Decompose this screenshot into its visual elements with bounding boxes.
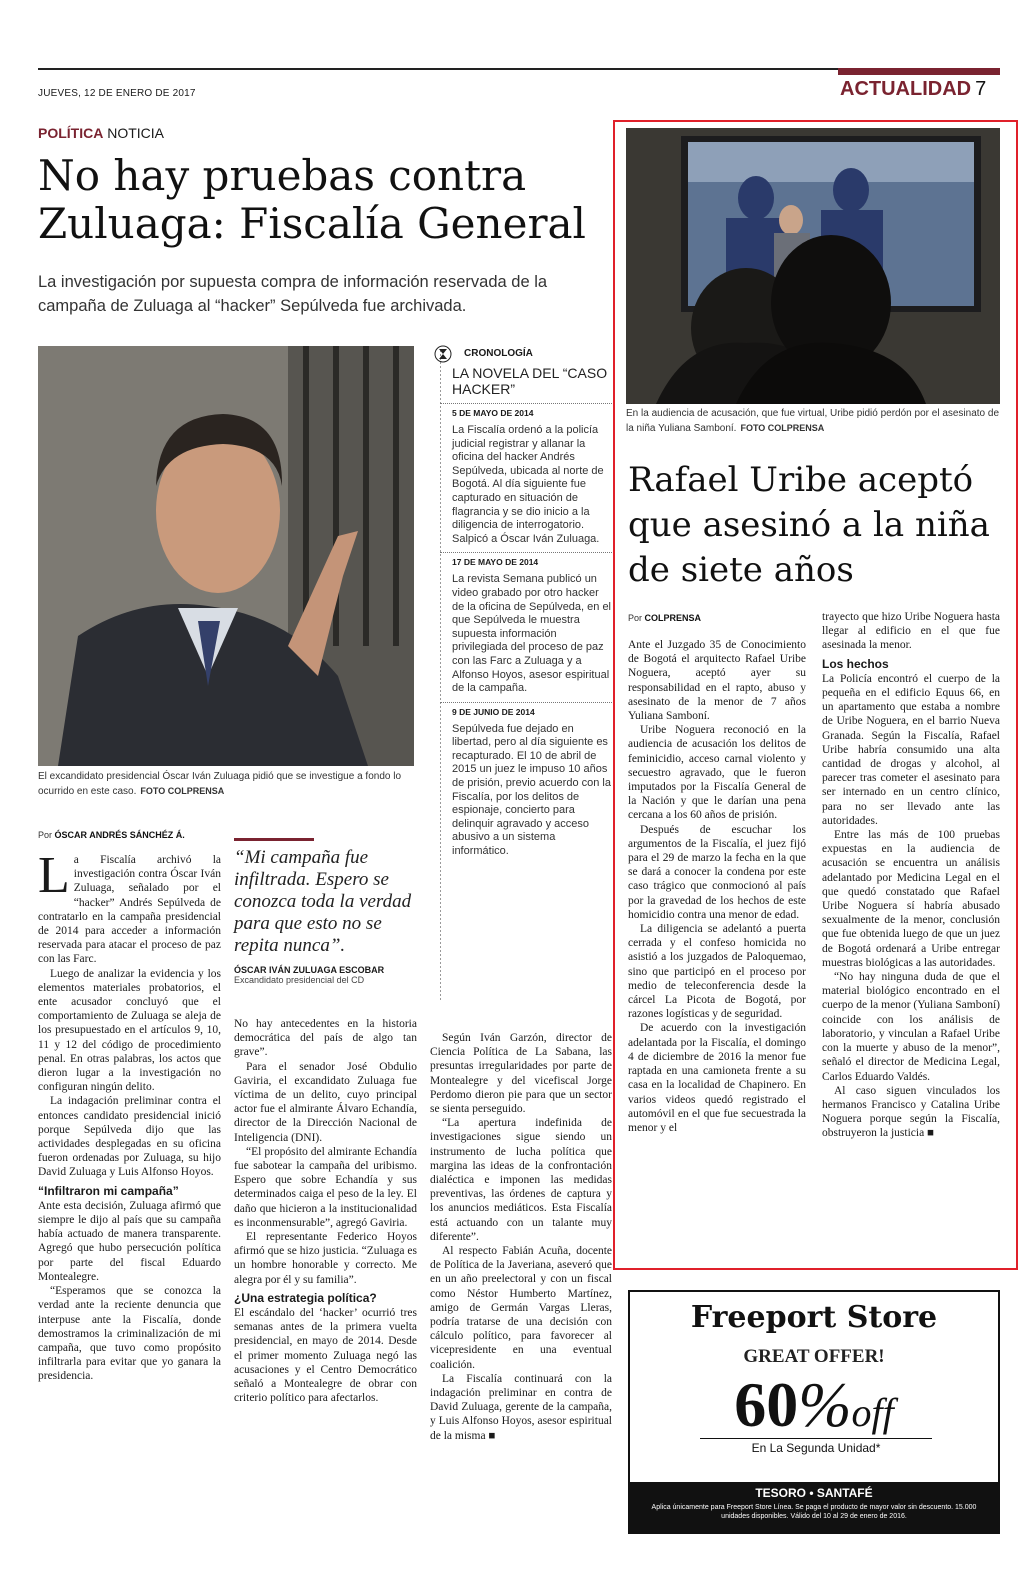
kicker-type: NOTICIA	[107, 125, 165, 141]
dropcap: L	[38, 847, 70, 904]
second-colB-p3: Entre las más de 100 pruebas expuestas en la audiencia de acusación se encuentra un análisis adelantado por Medicina Legal en el que quedó constatado que Rafael Uribe Noguera sí habría abusado sexualmente de la menor, conclusión que fue obtenida luego de que un juez de Bogotá ordenará a Uribe entregar muestras biológicas a las autoridades.	[822, 829, 1000, 969]
second-column-1	[628, 638, 806, 1135]
second-photo-caption-text: En la audiencia de acusación, que fue virtual, Uribe pidió perdón por el asesinato de la niña Yuliana Samboní.	[626, 408, 1000, 434]
main-col1-p3: La indagación preliminar contra el entonces candidato presidencial inició porque Sepúlveda dijo que las actividades desplegadas en su oficina fueron ordenadas por Zuluaga, su hijo David Zuluaga y Luis Alfonso Hoyos.	[38, 1095, 221, 1179]
zuluaga-photo	[38, 346, 414, 766]
second-colB-p1: trayecto que hizo Uribe Noguera hasta llegar al edificio en el que fue asesinada la menor.	[822, 611, 1000, 652]
pull-quote-role: Excandidato presidencial del CD	[234, 975, 365, 985]
courtroom-photo	[626, 128, 1000, 404]
ad-footer	[630, 1482, 998, 1532]
main-col2-subhead: ¿Una estrategia política?	[234, 1290, 377, 1305]
section-bar	[838, 68, 1000, 75]
kicker	[38, 125, 164, 141]
main-col2-p3: “El propósito del almirante Echandía fue sabotear la campaña del uribismo. Espero que sobre Echandía y sus determinados caiga el peso de la ley. El daño que hicieron a la institucionalidad es inconmensurable”, agregó Gaviria.	[234, 1145, 417, 1229]
main-col3-p3: Al respecto Fabián Acuña, docente de Política de la Javeriana, aseveró que en un año preelectoral y con un fiscal como Néstor Humberto Martínez, amigo de Germán Vargas Lleras, podría tratarse de una decisión con cálculo político, para favorecer al vicepresidente en una eventual coalición.	[430, 1245, 612, 1371]
issue-date: JUEVES, 12 DE ENERO DE 2017	[38, 88, 196, 99]
chronology-entry-text: Sepúlveda fue dejado en libertad, pero al día siguiente es recapturado. El 10 de abril de 2015 un juez le impuso 10 años de prisión, previo acuerdo con la Fiscalía, por los delitos de espionaje, concierto para delinquir agravado y acceso abusivo a un sistema informático.	[452, 722, 611, 858]
second-colA-p3: Después de escuchar los argumentos de la Fiscalía, el juez fijó para el 29 de marzo la fecha en la que se dará a conocer la condena por este caso trágico que conmocionó al país por la gravedad de los hechos de este homicidio contra una menor de edad.	[628, 823, 806, 921]
main-col2-p2: Para el senador José Obdulio Gaviria, el excandidato Zuluaga fue víctima de un delito, cuyo principal actor fue el almirante Álvaro Echandía, director de la Dirección Nacional de Inteligencia (DNI).	[234, 1060, 417, 1144]
chronology-label-text: CRONOLOGÍA	[464, 348, 533, 359]
main-col3-p2: “La apertura indefinida de investigaciones sigue siendo un instrumento de lucha política que margina las ideas de la confrontación dialéctica e imponen las medidas preventivas, las órdenes de captura y los anuncios mediáticos. Esta Fiscalía está actuando con un talante muy diferente”.	[430, 1117, 612, 1243]
ad-discount	[630, 1368, 998, 1442]
ad-locations: TESORO • SANTAFÉ	[755, 1486, 873, 1500]
pull-quote-text: “Mi campaña fue infiltrada. Espero se conozca toda la verdad para que esto no se repita nunca”.	[234, 847, 412, 956]
courtroom-photo-illustration	[626, 128, 1000, 404]
main-byline	[38, 830, 185, 840]
main-byline-prefix: Por	[38, 830, 53, 840]
main-col2-p1: No hay antecedentes en la historia democrática del país de algo tan grave”.	[234, 1018, 417, 1059]
main-col1-p1: a Fiscalía archivó la investigación contra Óscar Iván Zuluaga, señalado por el “hacker” Andrés Sepúlveda de contratarlo en la campaña presidencial de 2014 para acceder a información reservada para atacar el proceso de paz con las Farc.	[38, 854, 221, 966]
second-column-2	[822, 610, 1000, 1141]
main-col1-subhead: “Infiltraron mi campaña”	[38, 1183, 179, 1198]
hourglass-icon	[434, 345, 452, 363]
second-colB-subhead: Los hechos	[822, 656, 889, 671]
ad-offer: GREAT OFFER!	[743, 1346, 885, 1367]
ad-discount-number: 60	[734, 1369, 799, 1440]
second-colA-p2: Uribe Noguera reconoció en la audiencia de acusación los delitos de feminicidio, acceso carnal violento y secuestro agravado, que le fueron imputados por la Fiscalía General de la Nación y que le darían una pena cercana a los 60 años de prisión.	[628, 724, 806, 822]
chronology-entry	[440, 702, 612, 859]
main-column-2	[234, 1017, 417, 1405]
main-column-3	[430, 1031, 612, 1443]
ad-fine-print: Aplica únicamente para Freeport Store Línea. Se paga el producto de mayor valor sin descuento. 15.000 unidades disponibles. Válido del 10 al 29 de enero de 2016.	[651, 1504, 977, 1520]
main-col2-p5: El escándalo del ‘hacker’ ocurrió tres semanas antes de la primera vuelta presidencial, en mayo de 2014. Desde el primer momento Zuluaga negó las acusaciones y el Centro Democrático señaló a Montealegre de obrar con criterio político para afectarlos.	[234, 1307, 417, 1405]
page-number: 7	[975, 78, 987, 100]
second-colB-p4: “No hay ninguna duda de que el material biológico encontrado en el cuerpo de la menor (Yuliana Samboní) coincide con los análisis de laboratorio, y vinculan a Rafael Uribe con la muerte y abuso de la menor”, señaló el director de Medicina Legal, Carlos Eduardo Valdés.	[822, 971, 1000, 1083]
second-colB-p5: Al caso siguen vinculados los hermanos Francisco y Catalina Uribe Noguera porque según la Fiscalía, obstruyeron la justicia ■	[822, 1084, 1000, 1140]
second-byline-name: COLPRENSA	[644, 613, 702, 623]
zuluaga-photo-illustration	[38, 346, 414, 766]
chronology-title: LA NOVELA DEL “CASO HACKER”	[452, 365, 608, 397]
pull-quote-author: ÓSCAR IVÁN ZULUAGA ESCOBAR	[234, 965, 385, 975]
second-photo-caption	[626, 407, 1000, 436]
main-photo-caption	[38, 770, 414, 799]
ad-condition: En La Segunda Unidad*	[700, 1438, 932, 1455]
ad-discount-symbol: %	[798, 1369, 852, 1440]
section-label	[840, 78, 986, 101]
chronology-entry	[440, 552, 612, 695]
chronology-entry-text: La revista Semana publicó un video grabado por otro hacker de la oficina de Sepúlveda, en el que Sepúlveda le muestra supuesta información privilegiada del proceso de paz con las Farc a Zuluaga y a Alfonso Hoyos, asesor espiritual de la campaña.	[452, 573, 612, 695]
second-headline: Rafael Uribe aceptó que asesinó a la niña de siete años	[628, 460, 990, 590]
main-col1-p2: Luego de analizar la evidencia y los elementos materiales probatorios, el ente acusador concluyó que el comportamiento de Zuluaga se aleja de los presupuestado en el artículos 9, 10, 11 y 12 del código de procedimiento penal. En otras palabras, los actos que dieron lugar a la investigación no configuran ningún delito.	[38, 967, 221, 1094]
chronology-entry-date: 17 DE MAYO DE 2014	[452, 557, 539, 568]
chronology-entry	[440, 403, 612, 546]
ad-discount-suffix: off	[851, 1390, 894, 1435]
kicker-section: POLÍTICA	[38, 125, 104, 141]
second-colA-p5: De acuerdo con la investigación adelantada por la Fiscalía, el domingo 4 de diciembre de 2016 la menor fue raptada en una camioneta frente a su casa en la localidad de Chapinero. En varios videos quedó registrado el automóvil en el que fue secuestrada la menor y el	[628, 1022, 806, 1134]
second-byline	[628, 613, 701, 623]
chronology-entry-date: 5 DE MAYO DE 2014	[452, 408, 534, 418]
main-byline-name: ÓSCAR ANDRÉS SÁNCHÉZ Á.	[54, 830, 185, 840]
main-col2-p4: El representante Federico Hoyos afirmó que se hizo justicia. “Zuluaga es un hombre honorable y correcto. Me alegra por él y su familia”.	[234, 1231, 417, 1286]
chronology	[440, 348, 612, 859]
pull-quote-bar	[234, 838, 314, 841]
main-deck: La investigación por supuesta compra de información reservada de la campaña de Zuluaga al “hacker” Sepúlveda fue archivada.	[38, 273, 548, 315]
main-col1-p5: “Esperamos que se conozca la verdad ante la reciente denuncia que interpuse ante la Fiscalía, donde demostramos la criminalización de mi campaña, que tuvo como propósito infiltrarla para evitar que yo ganara la presidencia.	[38, 1285, 221, 1383]
chronology-entry-text: La Fiscalía ordenó a la policía judicial registrar y allanar la oficina del hacker Andrés Sepúlveda, ubicada al norte de Bogotá. Al día siguiente fue capturado en situación de flagrancia y se dio inicio a la diligencia de interrogatorio. Salpicó a Óscar Iván Zuluaga.	[452, 424, 604, 545]
pull-quote	[234, 838, 419, 985]
second-byline-prefix: Por	[628, 613, 643, 623]
main-col1-p4: Ante esta decisión, Zuluaga afirmó que siempre le dijo al país que su campaña había actuado de manera transparente. Agregó que hubo persecución política por parte del fiscal Eduardo Montealegre.	[38, 1199, 221, 1283]
second-colA-p1: Ante el Juzgado 35 de Conocimiento de Bogotá el arquitecto Rafael Uribe Noguera, aceptó ayer su responsabilidad en el rapto, abuso y asesinato de la menor de 7 años Yuliana Samboní.	[628, 639, 806, 723]
chronology-entry-date: 9 DE JUNIO DE 2014	[452, 706, 535, 717]
second-colA-p4: La diligencia se adelantó a puerta cerrada y el confeso homicida no asistió a los juzgados de Paloquemao, sino que participó en el proceso por medio de teleconferencia desde la cárcel La Picota de Bogotá, por razones logísticas y de seguridad.	[628, 923, 806, 1021]
main-column-1	[38, 847, 221, 1384]
ad-brand: Freeport Store	[690, 1300, 938, 1335]
main-headline: No hay pruebas contra Zuluaga: Fiscalía General	[38, 151, 586, 248]
main-col3-p1: Según Iván Garzón, director de Ciencia Política de La Sabana, las presuntas irregularidades por parte de Montealegre y del vicefiscal Jorge Perdomo dieron pie para que un sector se sienta perseguido.	[430, 1032, 612, 1116]
main-col3-p4: La Fiscalía continuará con la indagación preliminar en contra de David Zuluaga, gerente de la campaña, y Luis Alfonso Hoyos, asesor espiritual de la misma ■	[430, 1372, 612, 1442]
section-name: ACTUALIDAD	[840, 78, 972, 100]
second-photo-credit: FOTO COLPRENSA	[740, 423, 825, 433]
freeport-ad[interactable]	[628, 1290, 1000, 1534]
second-colB-p2: La Policía encontró el cuerpo de la pequeña en el edificio Equus 66, en un apartamento que estaba a nombre de Uribe Noguera, en el barrio Nueva Granada. Según la Fiscalía, Rafael Uribe habría consumido una alta cantidad de drogas y alcohol, al parecer tras cometer el asesinato para ser internado en un centro clínico, para no ser llevado ante las autoridades.	[822, 672, 1000, 827]
chronology-label	[440, 348, 612, 359]
main-photo-credit: FOTO COLPRENSA	[140, 786, 225, 796]
main-photo-caption-text: El excandidato presidencial Óscar Iván Zuluaga pidió que se investigue a fondo lo ocurrido en este caso.	[38, 771, 402, 797]
